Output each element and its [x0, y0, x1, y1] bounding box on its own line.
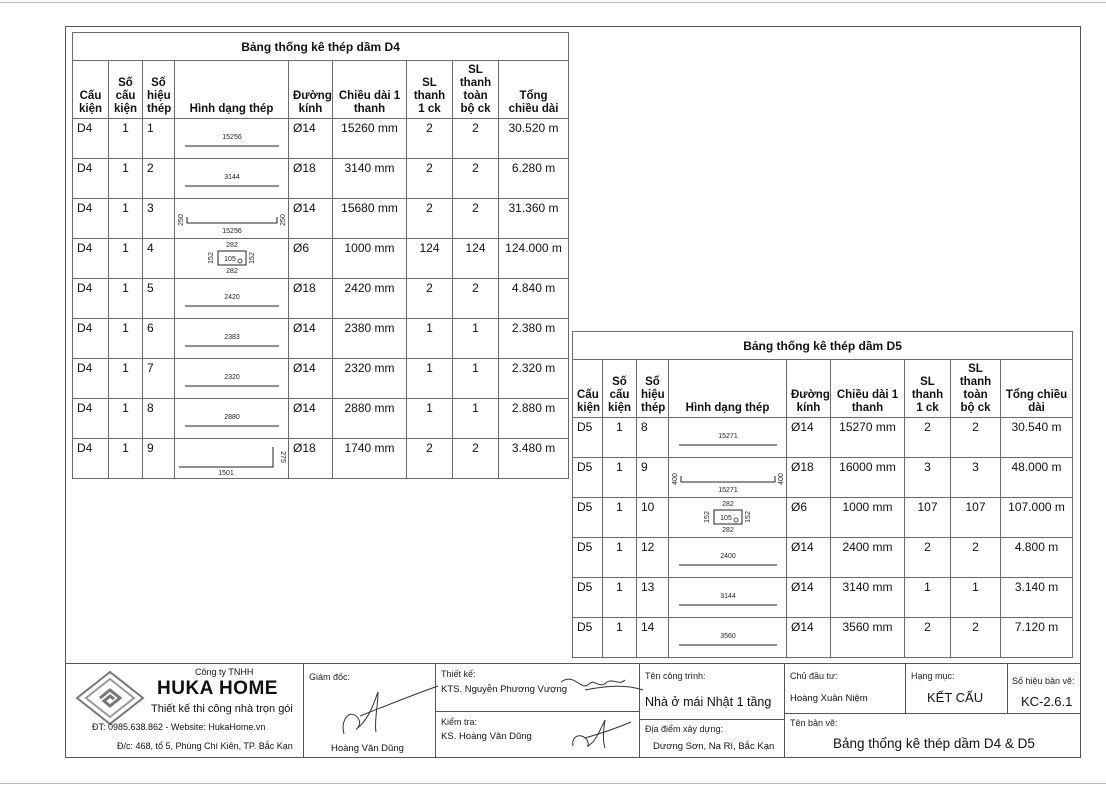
stirrup-inner-label: 105 [224, 256, 236, 263]
qty-per-member-cell: 1 [905, 578, 951, 618]
qty-per-member-cell: 1 [407, 359, 453, 399]
rebar-length-label: 15271 [718, 433, 738, 440]
qty-per-member-cell: 2 [407, 279, 453, 319]
so-cau-kien-cell: 1 [603, 578, 637, 618]
column-header: Hình dạng thép [175, 61, 289, 119]
cau-kien-cell: D4 [73, 199, 109, 239]
column-header: Chiều dài 1 thanh [831, 360, 905, 418]
total-length-cell: 48.000 m [1001, 458, 1073, 498]
drawing-name-label: Tên bản vẽ: [790, 718, 838, 728]
length-cell: 3140 mm [831, 578, 905, 618]
table-title: Bảng thống kê thép dầm D4 [73, 33, 569, 61]
cau-kien-cell: D5 [573, 498, 603, 538]
rebar-length-label: 2320 [224, 374, 240, 381]
rebar-line [187, 217, 277, 223]
duong-kinh-cell: Ø6 [289, 239, 333, 279]
cau-kien-cell: D4 [73, 119, 109, 159]
stirrup-inner-label: 105 [720, 515, 732, 522]
qty-total-cell: 2 [951, 418, 1001, 458]
qty-total-cell: 2 [951, 618, 1001, 658]
length-cell: 15270 mm [831, 418, 905, 458]
rebar-line [179, 447, 273, 467]
total-length-cell: 3.480 m [499, 439, 569, 479]
designer-signature [555, 668, 645, 698]
shape-cell [175, 199, 289, 239]
qty-total-cell: 1 [453, 399, 499, 439]
qty-total-cell: 107 [951, 498, 1001, 538]
duong-kinh-cell: Ø18 [289, 159, 333, 199]
rebar-length-label: 15271 [718, 487, 738, 494]
cau-kien-cell: D5 [573, 578, 603, 618]
shape-cell [669, 538, 787, 578]
total-length-cell: 4.840 m [499, 279, 569, 319]
drawing-no: KC-2.6.1 [1021, 694, 1073, 709]
table-body [73, 119, 569, 479]
column-header: SL thanh 1 ck [905, 360, 951, 418]
rebar-length-label: 3144 [224, 174, 240, 181]
cau-kien-cell: D4 [73, 359, 109, 399]
rebar-shape-straight [175, 119, 289, 157]
column-header: Số hiệu thép [143, 61, 175, 119]
rebar-shape-straight [669, 418, 787, 456]
so-hieu-thep-cell: 9 [637, 458, 669, 498]
shape-cell [175, 439, 289, 479]
table-row [73, 439, 569, 479]
total-length-cell: 4.800 m [1001, 538, 1073, 578]
qty-per-member-cell: 2 [905, 618, 951, 658]
shape-cell [669, 458, 787, 498]
drawing-name: Bảng thống kê thép dầm D4 & D5 [833, 736, 1035, 751]
rebar-length-label: 1501 [218, 470, 234, 477]
qty-total-cell: 1 [951, 578, 1001, 618]
column-header: Cấu kiện [73, 61, 109, 119]
duong-kinh-cell: Ø14 [787, 418, 831, 458]
rebar-length-label: 3560 [720, 633, 736, 640]
total-length-cell: 2.320 m [499, 359, 569, 399]
column-header: Số cấu kiện [603, 360, 637, 418]
total-length-cell: 3.140 m [1001, 578, 1073, 618]
duong-kinh-cell: Ø14 [289, 319, 333, 359]
qty-per-member-cell: 1 [407, 399, 453, 439]
so-cau-kien-cell: 1 [109, 159, 143, 199]
stirrup-side-label: 152 [208, 252, 215, 264]
rebar-length-label: 15256 [222, 228, 242, 235]
column-header: Tổng chiều dài [1001, 360, 1073, 418]
shape-cell [175, 239, 289, 279]
shape-cell [175, 319, 289, 359]
stirrup-side-label: 152 [249, 252, 256, 264]
rebar-shape-straight [175, 279, 289, 317]
project-name: Nhà ở mái Nhật 1 tầng [645, 695, 772, 709]
duong-kinh-cell: Ø14 [787, 578, 831, 618]
qty-total-cell: 2 [453, 279, 499, 319]
qty-total-cell: 2 [453, 199, 499, 239]
qty-total-cell: 1 [453, 359, 499, 399]
total-length-cell: 2.380 m [499, 319, 569, 359]
length-cell: 15680 mm [333, 199, 407, 239]
cau-kien-cell: D4 [73, 279, 109, 319]
so-cau-kien-cell: 1 [109, 239, 143, 279]
column-header: SL thanh toàn bộ ck [453, 61, 499, 119]
table-row [573, 458, 1073, 498]
rebar-shape-u [175, 199, 289, 237]
so-hieu-thep-cell: 8 [143, 399, 175, 439]
cau-kien-cell: D4 [73, 239, 109, 279]
rebar-length-label: 2880 [224, 414, 240, 421]
length-cell: 3140 mm [333, 159, 407, 199]
length-cell: 2380 mm [333, 319, 407, 359]
project-label: Tên công trình: [645, 671, 706, 681]
table-row [73, 279, 569, 319]
rebar-shape-stirrup [669, 498, 787, 536]
table-row [73, 359, 569, 399]
rebar-length-label: 2400 [720, 553, 736, 560]
steel-table-d4 [72, 32, 569, 479]
so-hieu-thep-cell: 5 [143, 279, 175, 319]
company-contact: ĐT: 0985.638.862 - Website: HukaHome.vn [92, 722, 266, 732]
director-signature [320, 682, 440, 742]
header-row [573, 360, 1073, 418]
column-header: Số cấu kiện [109, 61, 143, 119]
qty-total-cell: 2 [453, 159, 499, 199]
table-row [73, 159, 569, 199]
cau-kien-cell: D5 [573, 458, 603, 498]
table-row [73, 239, 569, 279]
qty-total-cell: 2 [453, 439, 499, 479]
owner: Hoàng Xuân Niệm [790, 693, 868, 704]
total-length-cell: 107.000 m [1001, 498, 1073, 538]
duong-kinh-cell: Ø14 [289, 199, 333, 239]
table-row [573, 618, 1073, 658]
designer-name: KTS. Nguyễn Phương Vượng [441, 684, 568, 695]
duong-kinh-cell: Ø14 [289, 399, 333, 439]
length-cell: 2320 mm [333, 359, 407, 399]
shape-cell [175, 279, 289, 319]
table-row [573, 538, 1073, 578]
duong-kinh-cell: Ø18 [787, 458, 831, 498]
total-length-cell: 7.120 m [1001, 618, 1073, 658]
shape-cell [175, 119, 289, 159]
sheet-bottom-edge [0, 783, 1106, 784]
qty-per-member-cell: 2 [905, 538, 951, 578]
company-address: Đ/c: 468, tổ 5, Phùng Chí Kiên, TP. Bắc Kạn [117, 741, 293, 751]
so-cau-kien-cell: 1 [603, 538, 637, 578]
column-header: Cấu kiện [573, 360, 603, 418]
rebar-shape-straight [175, 399, 289, 437]
length-cell: 2400 mm [831, 538, 905, 578]
table-row [73, 199, 569, 239]
so-hieu-thep-cell: 2 [143, 159, 175, 199]
so-cau-kien-cell: 1 [603, 458, 637, 498]
shape-cell [175, 359, 289, 399]
so-hieu-thep-cell: 9 [143, 439, 175, 479]
so-cau-kien-cell: 1 [109, 359, 143, 399]
shape-cell [669, 578, 787, 618]
owner-label: Chủ đầu tư: [790, 671, 838, 681]
rebar-length-label: 2420 [224, 294, 240, 301]
length-cell: 15260 mm [333, 119, 407, 159]
so-cau-kien-cell: 1 [603, 498, 637, 538]
qty-per-member-cell: 3 [905, 458, 951, 498]
cau-kien-cell: D5 [573, 418, 603, 458]
qty-per-member-cell: 2 [905, 418, 951, 458]
table-row [573, 578, 1073, 618]
table-row [73, 399, 569, 439]
cau-kien-cell: D4 [73, 159, 109, 199]
duong-kinh-cell: Ø18 [289, 279, 333, 319]
table-row [573, 418, 1073, 458]
so-hieu-thep-cell: 8 [637, 418, 669, 458]
so-cau-kien-cell: 1 [109, 319, 143, 359]
checker-label: Kiểm tra: [441, 717, 478, 727]
company-tagline: Thiết kế thi công nhà trọn gói [151, 703, 293, 715]
qty-per-member-cell: 107 [905, 498, 951, 538]
stirrup-side-label: 152 [745, 511, 752, 523]
length-cell: 2420 mm [333, 279, 407, 319]
title-block [65, 663, 1081, 759]
cau-kien-cell: D5 [573, 538, 603, 578]
so-hieu-thep-cell: 10 [637, 498, 669, 538]
so-hieu-thep-cell: 14 [637, 618, 669, 658]
checker-name: KS. Hoàng Văn Dũng [441, 731, 532, 742]
so-hieu-thep-cell: 7 [143, 359, 175, 399]
rebar-shape-straight [175, 359, 289, 397]
qty-per-member-cell: 2 [407, 159, 453, 199]
rebar-hook-label: 400 [778, 473, 785, 485]
so-cau-kien-cell: 1 [109, 279, 143, 319]
table-body [573, 418, 1073, 658]
so-cau-kien-cell: 1 [603, 418, 637, 458]
qty-per-member-cell: 2 [407, 119, 453, 159]
qty-per-member-cell: 2 [407, 199, 453, 239]
length-cell: 3560 mm [831, 618, 905, 658]
rebar-shape-straight [669, 618, 787, 656]
total-length-cell: 124.000 m [499, 239, 569, 279]
so-hieu-thep-cell: 4 [143, 239, 175, 279]
duong-kinh-cell: Ø14 [289, 359, 333, 399]
so-hieu-thep-cell: 1 [143, 119, 175, 159]
shape-cell [669, 418, 787, 458]
stirrup-top-label: 282 [226, 242, 238, 249]
cau-kien-cell: D4 [73, 439, 109, 479]
total-length-cell: 30.540 m [1001, 418, 1073, 458]
shape-cell [669, 498, 787, 538]
table-row [573, 498, 1073, 538]
so-cau-kien-cell: 1 [109, 439, 143, 479]
qty-total-cell: 2 [951, 538, 1001, 578]
qty-per-member-cell: 124 [407, 239, 453, 279]
company-prefix: Công ty TNHH [195, 667, 254, 677]
so-hieu-thep-cell: 6 [143, 319, 175, 359]
designer-label: Thiết kế: [441, 669, 476, 679]
length-cell: 16000 mm [831, 458, 905, 498]
location-label: Địa điểm xây dựng: [645, 724, 724, 734]
qty-per-member-cell: 2 [407, 439, 453, 479]
column-header: Tổng chiều dài [499, 61, 569, 119]
so-cau-kien-cell: 1 [109, 399, 143, 439]
stirrup-bottom-label: 282 [722, 527, 734, 534]
rebar-shape-straight [669, 578, 787, 616]
rebar-shape-straight [669, 538, 787, 576]
company-logo-icon [73, 670, 147, 726]
qty-total-cell: 124 [453, 239, 499, 279]
shape-cell [175, 159, 289, 199]
duong-kinh-cell: Ø14 [289, 119, 333, 159]
rebar-shape-straight [175, 319, 289, 357]
column-header: SL thanh 1 ck [407, 61, 453, 119]
column-header: SL thanh toàn bộ ck [951, 360, 1001, 418]
duong-kinh-cell: Ø6 [787, 498, 831, 538]
length-cell: 2880 mm [333, 399, 407, 439]
total-length-cell: 2.880 m [499, 399, 569, 439]
rebar-hook-label: 275 [279, 451, 286, 463]
table-title: Bảng thống kê thép dầm D5 [573, 332, 1073, 360]
column-header: Số hiệu thép [637, 360, 669, 418]
duong-kinh-cell: Ø14 [787, 538, 831, 578]
rebar-shape-straight [175, 159, 289, 197]
total-length-cell: 6.280 m [499, 159, 569, 199]
column-header: Chiều dài 1 thanh [333, 61, 407, 119]
stirrup-top-label: 282 [722, 501, 734, 508]
rebar-line [681, 476, 775, 482]
stirrup-bottom-label: 282 [226, 268, 238, 275]
category: KẾT CẤU [927, 690, 984, 705]
total-length-cell: 31.360 m [499, 199, 569, 239]
column-header: Đường kính [289, 61, 333, 119]
column-header: Đường kính [787, 360, 831, 418]
director-label: Giám đốc: [309, 672, 351, 682]
location: Dương Sơn, Na Rì, Bắc Kạn [653, 741, 775, 752]
qty-total-cell: 2 [453, 119, 499, 159]
rebar-hook-label: 400 [672, 473, 679, 485]
rebar-shape-stirrup [175, 239, 289, 277]
length-cell: 1740 mm [333, 439, 407, 479]
so-hieu-thep-cell: 12 [637, 538, 669, 578]
table-row [73, 319, 569, 359]
duong-kinh-cell: Ø14 [787, 618, 831, 658]
cau-kien-cell: D4 [73, 319, 109, 359]
rebar-length-label: 3144 [720, 593, 736, 600]
total-length-cell: 30.520 m [499, 119, 569, 159]
rebar-shape-l [175, 439, 289, 477]
drawing-no-label: Số hiệu bản vẽ: [1012, 676, 1075, 686]
column-header: Hình dạng thép [669, 360, 787, 418]
header-row [73, 61, 569, 119]
so-cau-kien-cell: 1 [603, 618, 637, 658]
qty-per-member-cell: 1 [407, 319, 453, 359]
rebar-hook-label: 250 [178, 214, 185, 226]
steel-table-d5 [572, 331, 1073, 658]
director-name: Hoàng Văn Dũng [331, 743, 404, 754]
stirrup-side-label: 152 [704, 511, 711, 523]
cau-kien-cell: D5 [573, 618, 603, 658]
so-cau-kien-cell: 1 [109, 199, 143, 239]
cau-kien-cell: D4 [73, 399, 109, 439]
rebar-hook-label: 250 [280, 214, 287, 226]
qty-total-cell: 1 [453, 319, 499, 359]
so-cau-kien-cell: 1 [109, 119, 143, 159]
length-cell: 1000 mm [831, 498, 905, 538]
company-name: HUKA HOME [157, 678, 278, 699]
length-cell: 1000 mm [333, 239, 407, 279]
rebar-length-label: 15256 [222, 134, 242, 141]
duong-kinh-cell: Ø18 [289, 439, 333, 479]
so-hieu-thep-cell: 3 [143, 199, 175, 239]
qty-total-cell: 3 [951, 458, 1001, 498]
category-label: Hạng mục: [911, 671, 955, 681]
table-row [73, 119, 569, 159]
sheet-top-edge [0, 2, 1106, 3]
shape-cell [669, 618, 787, 658]
checker-signature [565, 716, 635, 752]
shape-cell [175, 399, 289, 439]
so-hieu-thep-cell: 13 [637, 578, 669, 618]
rebar-shape-u [669, 458, 787, 496]
rebar-length-label: 2383 [224, 334, 240, 341]
